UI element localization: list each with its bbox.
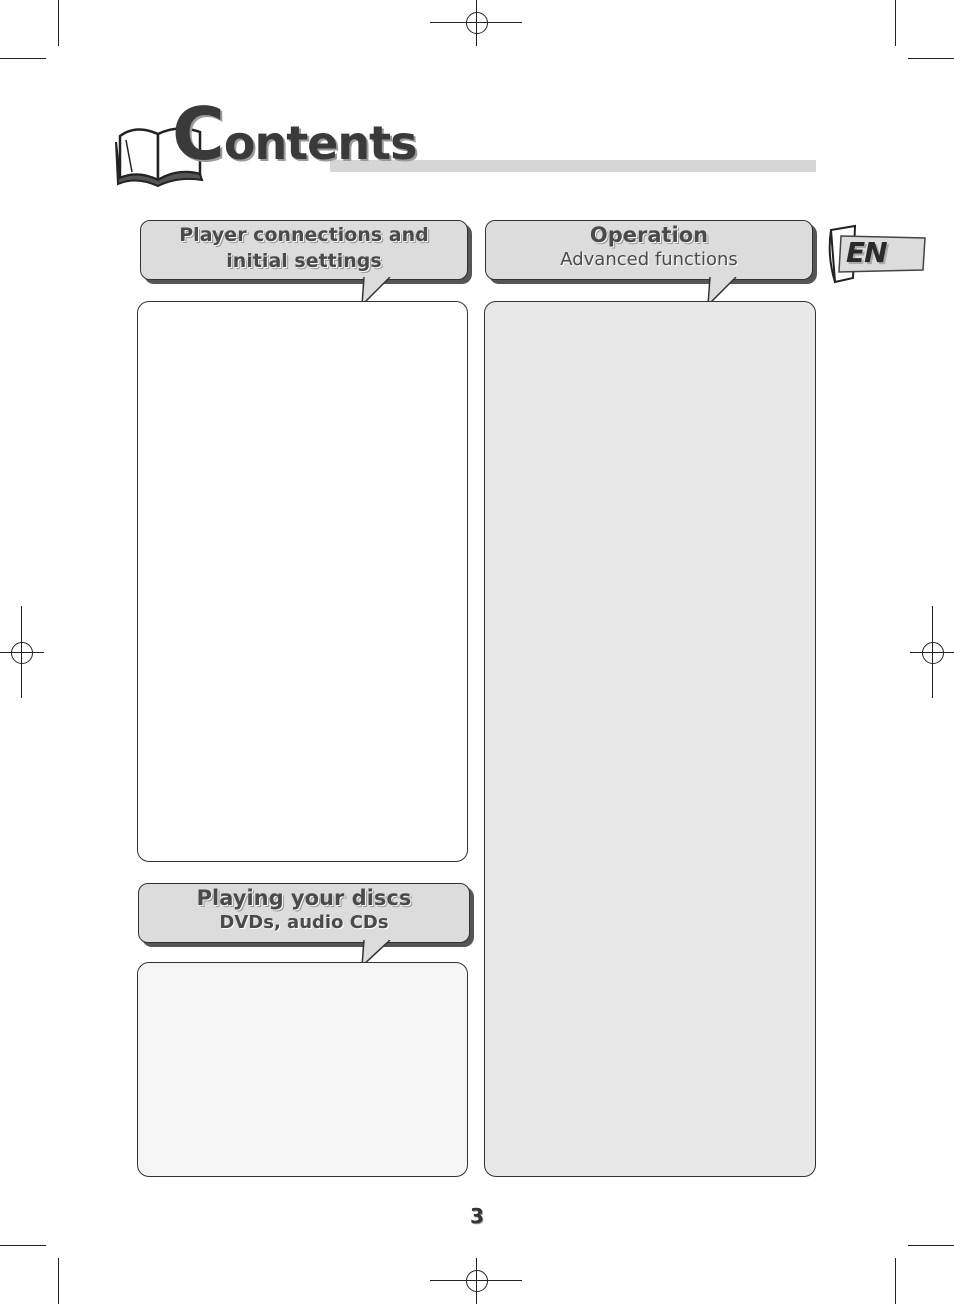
crop-mark xyxy=(58,0,59,46)
crop-mark xyxy=(895,0,896,46)
section-heading: Playing your discs xyxy=(196,886,412,910)
crop-mark xyxy=(895,1258,896,1304)
section-panel-playing xyxy=(137,962,468,1177)
crop-mark xyxy=(908,1245,954,1246)
crop-mark xyxy=(908,58,954,59)
section-panel-operation xyxy=(484,301,816,1177)
page-title xyxy=(172,92,417,176)
language-tab-label: EN xyxy=(846,236,887,269)
section-subheading: DVDs, audio CDs xyxy=(219,912,389,933)
section-header-connections xyxy=(140,220,468,280)
page-number: 3 xyxy=(470,1204,484,1228)
section-panel-connections xyxy=(137,301,468,862)
crop-mark xyxy=(0,58,46,59)
section-heading: Player connections and xyxy=(179,224,429,246)
section-subheading: Advanced functions xyxy=(560,249,738,270)
section-heading: Operation xyxy=(589,223,709,247)
title-rest: ontents xyxy=(223,116,417,170)
title-initial: C xyxy=(172,92,224,176)
section-heading: initial settings xyxy=(226,250,382,272)
section-header-operation xyxy=(485,220,813,280)
section-header-playing xyxy=(138,883,470,943)
crop-mark xyxy=(58,1258,59,1304)
crop-mark xyxy=(0,1245,46,1246)
